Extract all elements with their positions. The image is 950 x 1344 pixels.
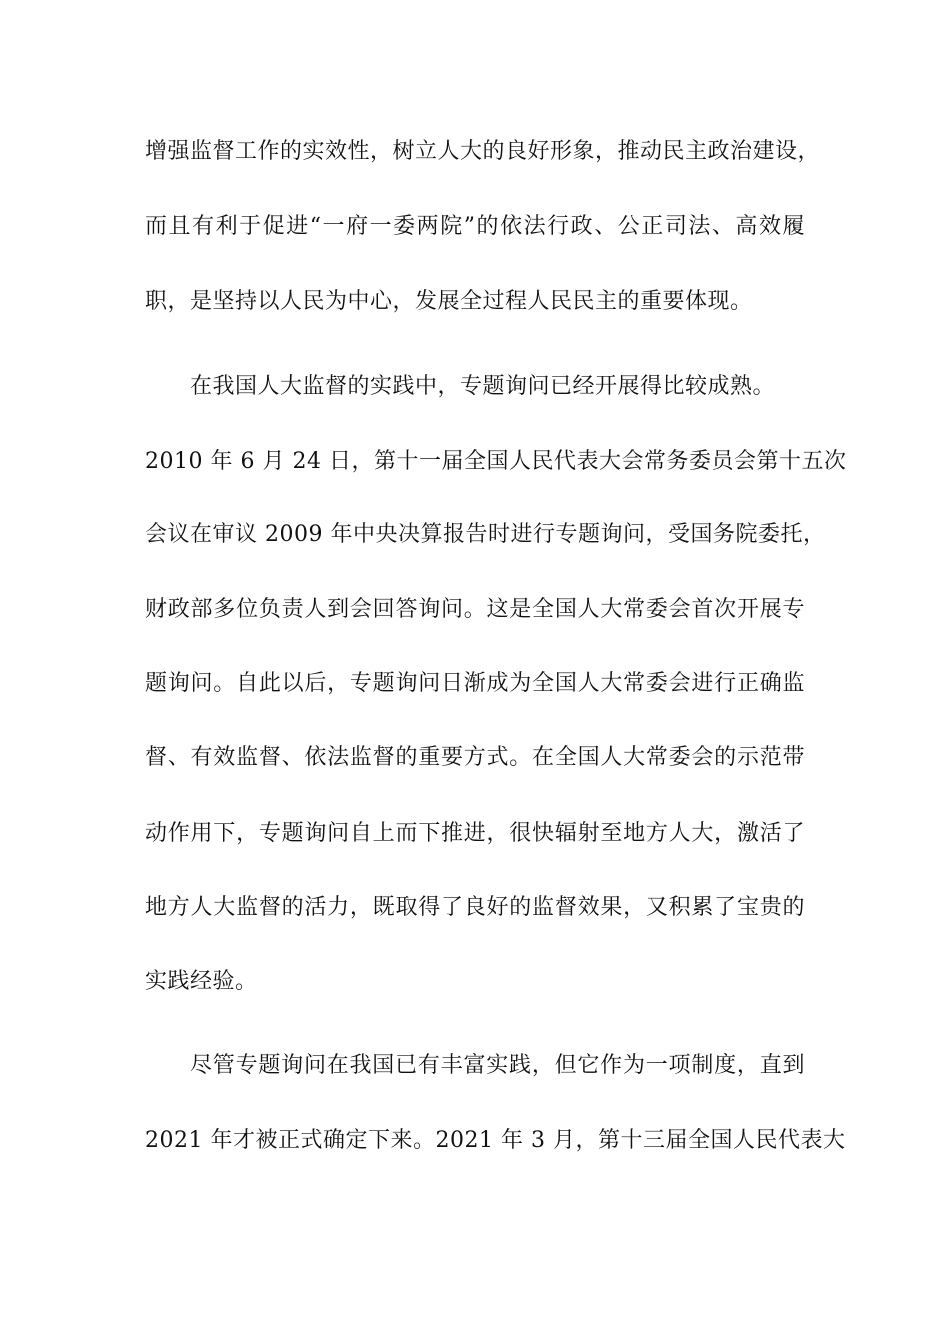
text-line: 实践经验。 bbox=[145, 969, 258, 994]
text-line: 2010 年 6 月 24 日，第十一届全国人民代表大会常务委员会第十五次 bbox=[145, 449, 847, 474]
text-line: 在我国人大监督的实践中，专题询问已经开展得比较成熟。 bbox=[190, 374, 776, 399]
text-line: 地方人大监督的活力，既取得了良好的监督效果，又积累了宝贵的 bbox=[145, 895, 805, 920]
text-line: 督、有效监督、依法监督的重要方式。在全国人大常委会的示范带 bbox=[145, 745, 805, 770]
text-line: 而且有利于促进“一府一委两院”的依法行政、公正司法、高效履 bbox=[145, 214, 805, 239]
text-line: 增强监督工作的实效性，树立人大的良好形象，推动民主政治建设， bbox=[145, 139, 821, 164]
text-line: 题询问。自此以后，专题询问日渐成为全国人大常委会进行正确监 bbox=[145, 671, 805, 696]
text-line: 会议在审议 2009 年中央决算报告时进行专题询问，受国务院委托， bbox=[145, 522, 826, 547]
text-line: 动作用下，专题询问自上而下推进，很快辐射至地方人大，激活了 bbox=[145, 821, 805, 846]
text-line: 尽管专题询问在我国已有丰富实践，但它作为一项制度，直到 bbox=[190, 1053, 805, 1078]
text-line: 2021 年才被正式确定下来。2021 年 3 月，第十三届全国人民代表大 bbox=[145, 1128, 846, 1153]
text-line: 财政部多位负责人到会回答询问。这是全国人大常委会首次开展专 bbox=[145, 597, 805, 622]
text-line: 职，是坚持以人民为中心，发展全过程人民民主的重要体现。 bbox=[145, 289, 753, 314]
